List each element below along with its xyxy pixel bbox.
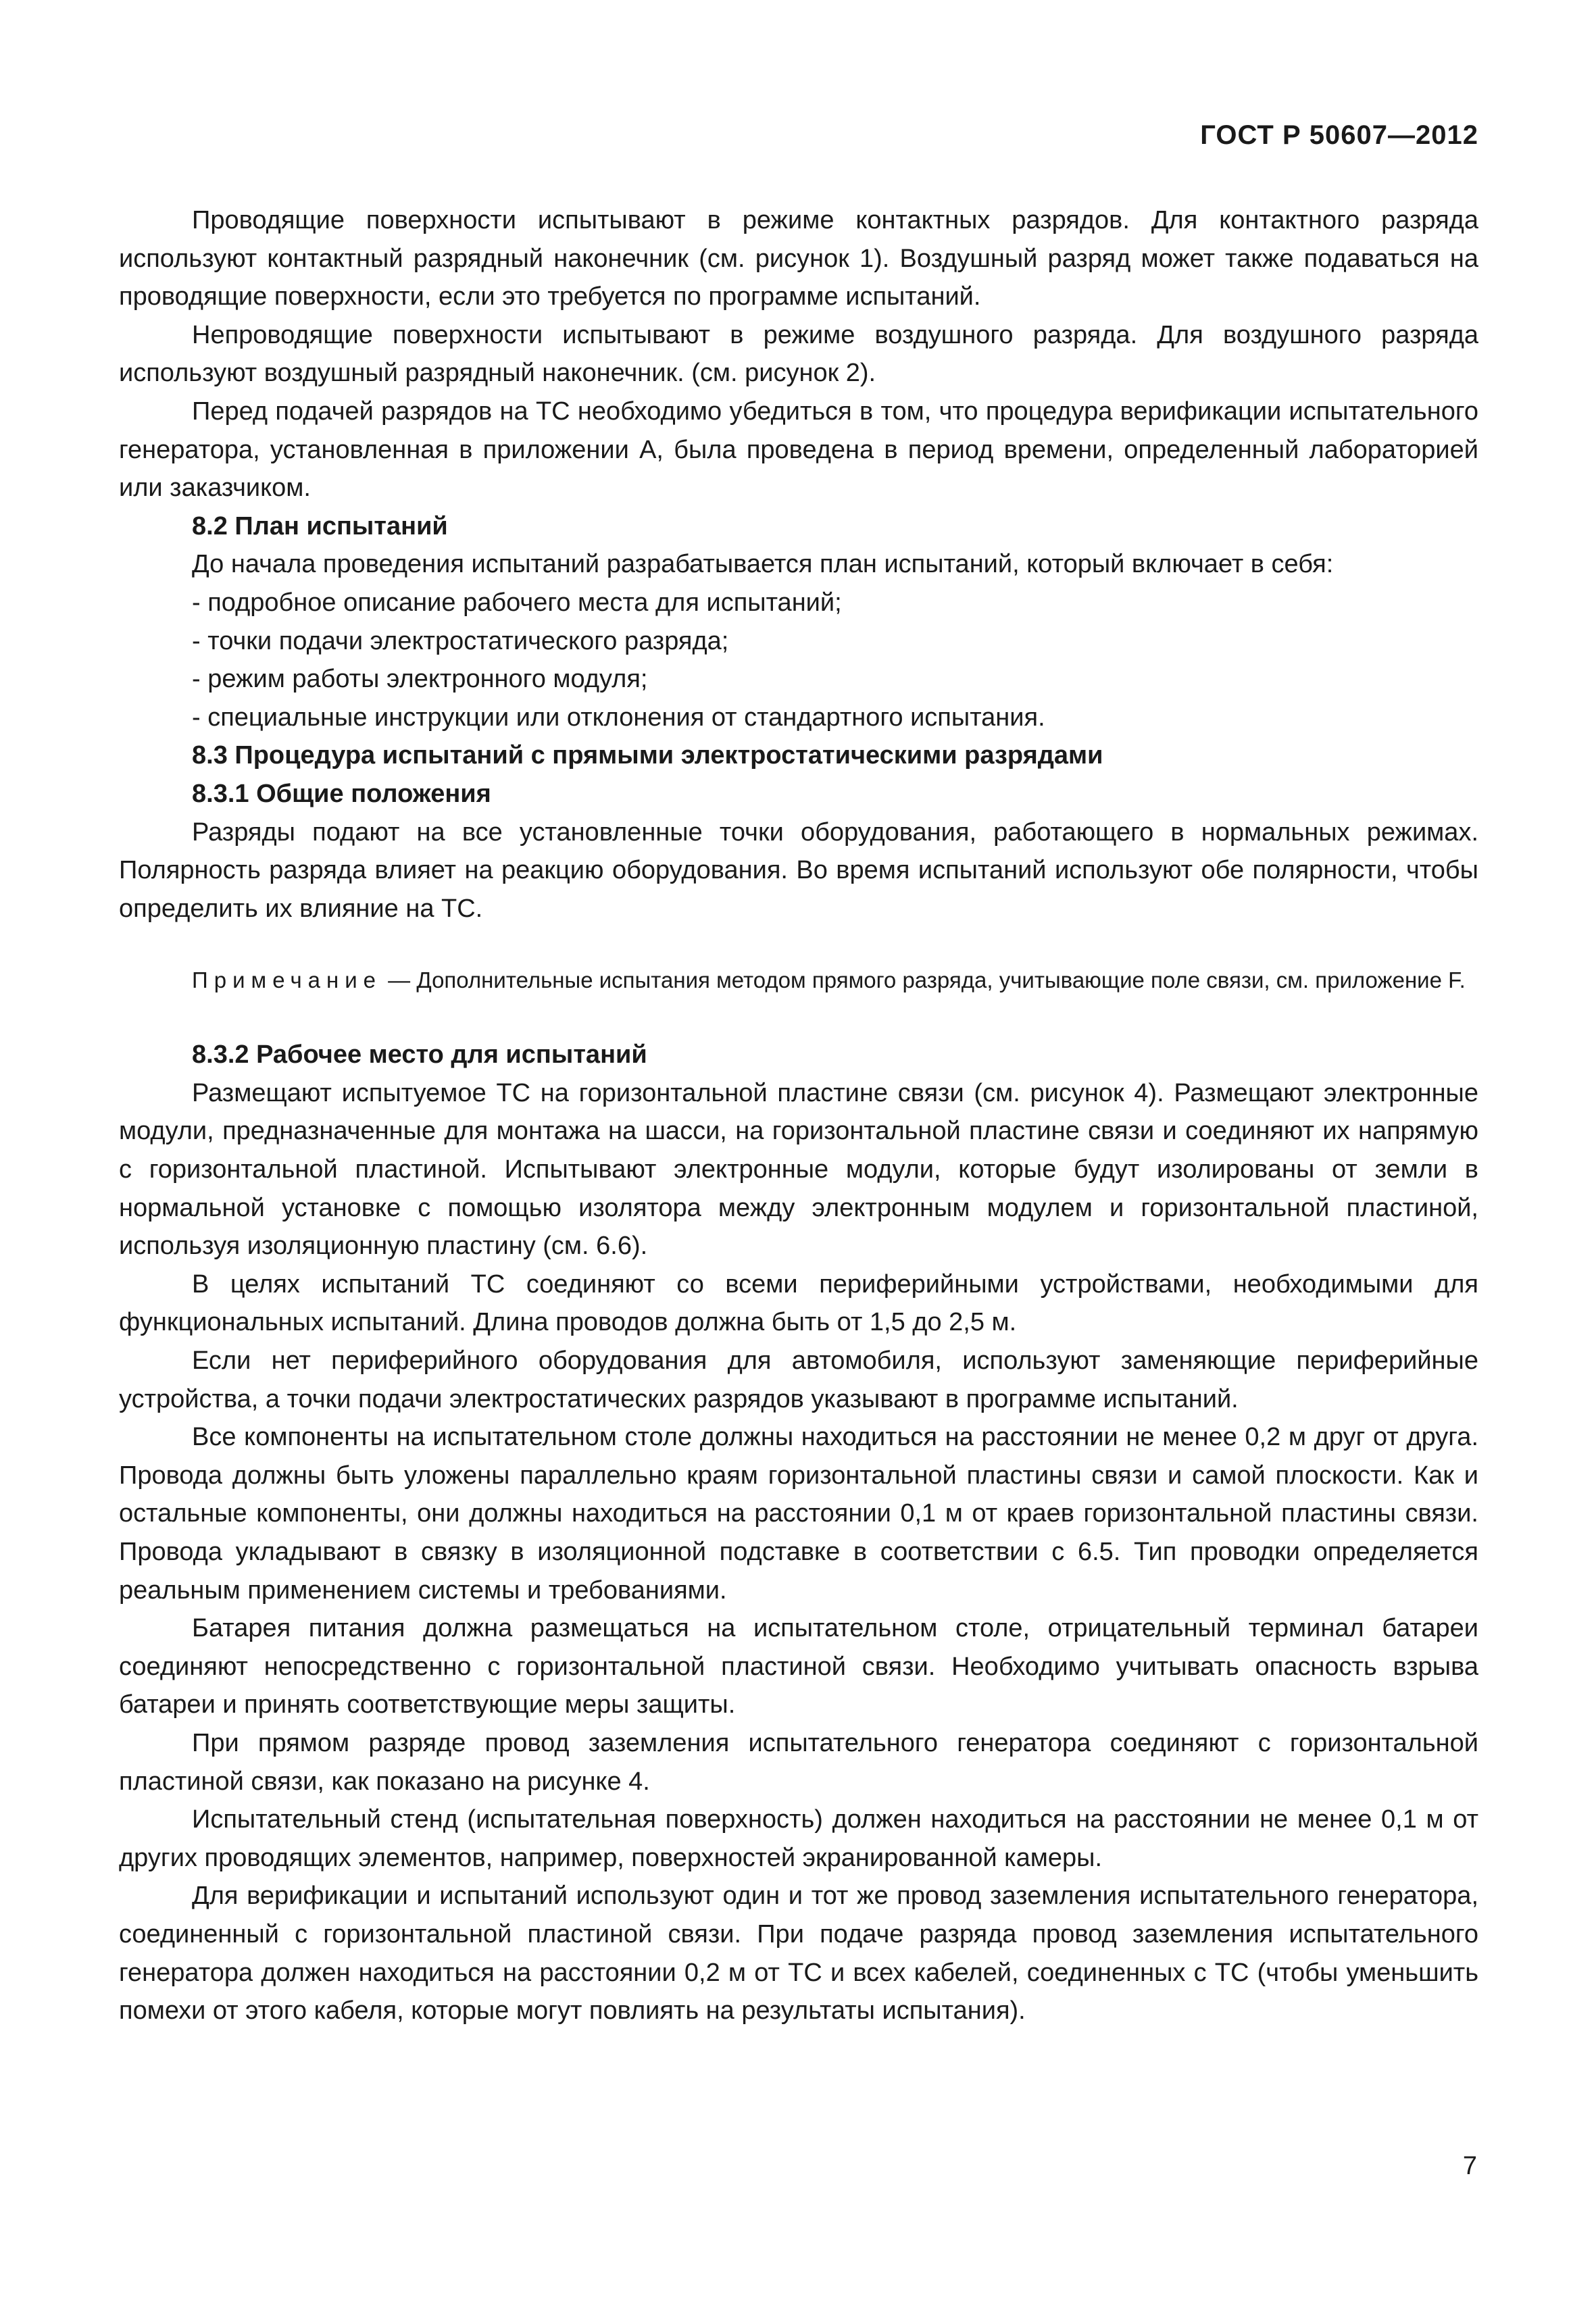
page-number: 7: [1462, 2152, 1477, 2180]
note: [119, 964, 1478, 997]
paragraph: В целях испытаний ТС соединяют со всеми периферийными устройствами, необходимыми для функциональных испытаний. Длина проводов должна быть от 1,5 до 2,5 м.: [119, 1269, 1478, 1337]
paragraph: Батарея питания должна размещаться на испытательном столе, отрицательный терминал батареи соединяют непосредственно с горизонтальной пластиной связи. Необходимо учитывать опасность взрыва батареи и принять соответствующие меры защиты.: [119, 1614, 1478, 1719]
paragraph: Перед подачей разрядов на ТС необходимо убедиться в том, что процедура верификации испытательного генератора, установленная в приложении А, была проведена в период времени, определенный лабораторией или заказчиком.: [119, 397, 1478, 503]
section-heading-8-3: 8.3 Процедура испытаний с прямыми электростатическими разрядами: [192, 741, 1103, 770]
paragraph: Испытательный стенд (испытательная поверхность) должен находиться на расстоянии не менее 0,1 м от других проводящих элементов, например, поверхностей экранированной камеры.: [119, 1805, 1478, 1872]
section-heading-8-2: 8.2 План испытаний: [192, 511, 448, 540]
paragraph: Проводящие поверхности испытывают в режиме контактных разрядов. Для контактного разряда используют контактный разрядный наконечник (см. рисунок 1). Воздушный разряд может также подаваться на проводящие поверхности, если это требуется по программе испытаний.: [119, 206, 1478, 311]
paragraph: При прямом разряде провод заземления испытательного генератора соединяют с горизонтальной пластиной связи, как показано на рисунке 4.: [119, 1728, 1478, 1796]
note-text: — Дополнительные испытания методом прямого разряда, учитывающие поле связи, см. приложение F.: [382, 967, 1466, 993]
paragraph: Если нет периферийного оборудования для автомобиля, используют заменяющие периферийные устройства, а точки подачи электростатических разрядов указывают в программе испытаний.: [119, 1347, 1478, 1413]
paragraph: Размещают испытуемое ТС на горизонтальной пластине связи (см. рисунок 4). Размещают электронные модули, предназначенные для монтажа на шасси, на горизонтальной пластине связи и соединяют их напрямую с горизонтальной пластиной. Испытывают электронные модули, которые будут изолированы от земли в нормальной установке с помощью изолятора между электронным модулем и горизонтальной пластиной, используя изоляционную пластину (см. 6.6).: [119, 1078, 1478, 1261]
document-body: [119, 201, 1478, 2030]
section-heading-8-3-1: 8.3.1 Общие положения: [192, 779, 491, 808]
section-heading-8-3-2: 8.3.2 Рабочее место для испытаний: [192, 1040, 647, 1070]
paragraph: Все компоненты на испытательном столе должны находиться на расстоянии не менее 0,2 м друг от друга. Провода должны быть уложены параллельно краям горизонтальной пластины связи и самой плоскости. Как и остальные компоненты, они должны находиться на расстоянии 0,1 м от краев горизонтальной пластины связи. Провода укладывают в связку в изоляционной подставке в соответствии с 6.5. Тип проводки определяется реальным применением системы и требованиями.: [119, 1423, 1478, 1605]
paragraph: До начала проведения испытаний разрабатывается план испытаний, который включает в себя:: [192, 550, 1334, 579]
list-item: - специальные инструкции или отклонения от стандартного испытания.: [192, 703, 1045, 732]
document-header: ГОСТ Р 50607—2012: [1200, 120, 1478, 150]
list-item: - режим работы электронного модуля;: [192, 665, 648, 694]
list-item: - точки подачи электростатического разряда;: [192, 626, 729, 655]
paragraph: Разряды подают на все установленные точки оборудования, работающего в нормальных режимах. Полярность разряда влияет на реакцию оборудования. Во время испытаний используют обе полярности, чтобы определить их влияние на ТС.: [119, 818, 1478, 923]
paragraph: Непроводящие поверхности испытывают в режиме воздушного разряда. Для воздушного разряда используют воздушный разрядный наконечник. (см. рисунок 2).: [119, 320, 1478, 388]
list-item: - подробное описание рабочего места для испытаний;: [192, 588, 842, 617]
paragraph: Для верификации и испытаний используют один и тот же провод заземления испытательного генератора, соединенный с горизонтальной пластиной связи. При подаче разряда провод заземления испытательного генератора должен находиться на расстоянии 0,2 м от ТС и всех кабелей, соединенных с ТС (чтобы уменьшить помехи от этого кабеля, которые могут повлиять на результаты испытания).: [119, 1882, 1478, 2026]
note-label: Примечание: [192, 967, 382, 993]
